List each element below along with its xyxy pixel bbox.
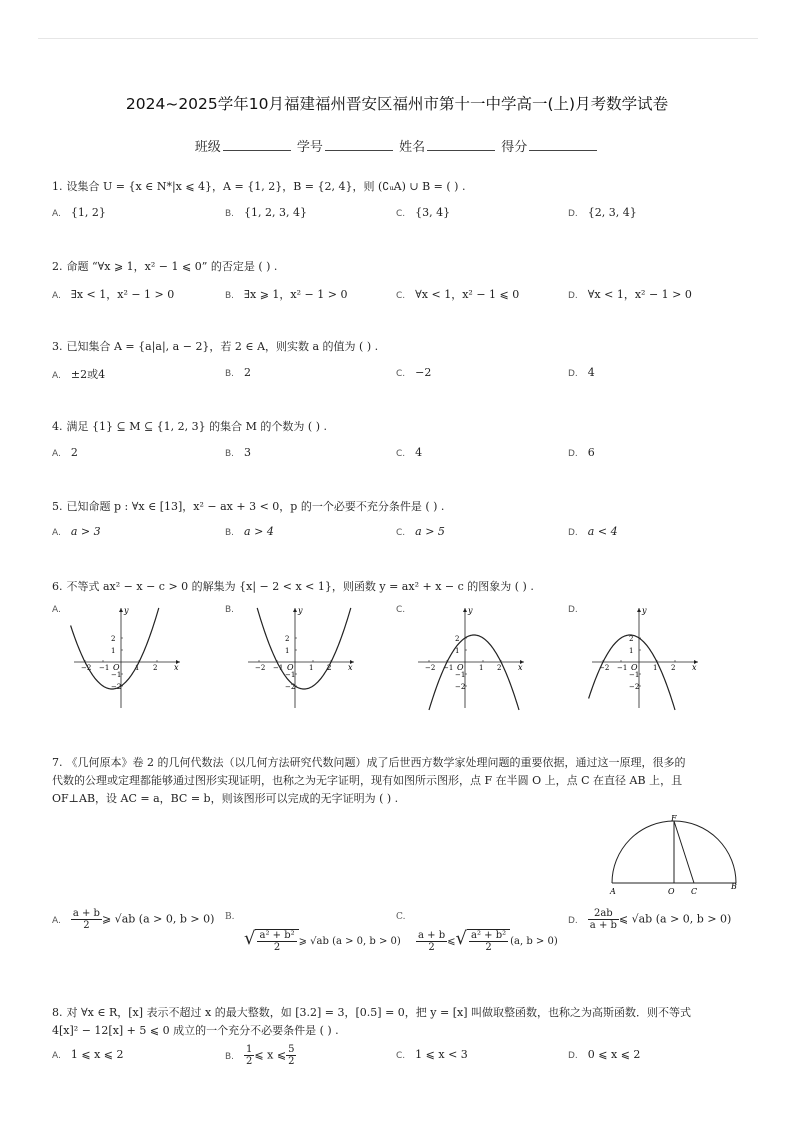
parabola-curve <box>429 635 519 710</box>
point-c-label: C <box>691 887 698 895</box>
y-arrow-icon <box>119 608 123 612</box>
y-tick-label: −1 <box>285 671 296 679</box>
fraction: $\frac{a + b}{2}$ <box>72 908 100 931</box>
question-2-stem: 2. 命题 “∀x ⩾ 1，x² − 1 ⩽ 0” 的否定是 ( ) . <box>52 260 278 273</box>
x-axis-label: x <box>174 663 179 672</box>
x-tick-label: −2 <box>255 664 266 672</box>
x-tick-label: 2 <box>327 664 332 672</box>
option-a[interactable]: A. ∃x < 1，x² − 1 > 0 <box>52 288 175 301</box>
option-c[interactable]: C. a > 5 <box>396 525 445 538</box>
x-tick-label: −1 <box>443 664 454 672</box>
y-tick-label: 2 <box>455 635 460 643</box>
option-d[interactable]: D. ∀x < 1，x² − 1 > 0 <box>568 288 692 301</box>
option-b[interactable]: √ $\frac{\text{a² + b²}}{2}$ ⩾ √ab (a > 0, b > 0) <box>244 928 401 953</box>
graph-d[interactable] <box>584 604 704 714</box>
x-tick-label: 1 <box>653 664 658 672</box>
x-axis-label: x <box>692 663 697 672</box>
question-6-stem: 6. 不等式 ax² − x − c > 0 的解集为 {x| − 2 < x < 1}，则函数 y = ax² + x − c 的图象为 ( ) . <box>52 580 534 593</box>
question-3-stem: 3. 已知集合 A = {a|a|, a − 2}，若 2 ∈ A，则实数 a 的值为 ( ) . <box>52 340 379 353</box>
info-name-blank[interactable] <box>427 138 495 151</box>
y-tick-label: 1 <box>111 647 116 655</box>
y-axis-label: y <box>124 606 129 615</box>
option-c[interactable]: C. <box>396 605 406 615</box>
graph-b[interactable] <box>240 604 360 714</box>
student-info-line <box>0 136 794 155</box>
x-tick-label: −2 <box>81 664 92 672</box>
y-tick-label: −1 <box>629 671 640 679</box>
y-axis-label: y <box>298 606 303 615</box>
x-tick-label: 1 <box>135 664 140 672</box>
option-c[interactable]: $\frac{a + b}{2}$ ⩽√ $\frac{\text{a² + b²}}{2}$ (a, b > 0) <box>418 928 558 953</box>
x-tick-label: −2 <box>425 664 436 672</box>
y-axis-label: y <box>468 606 473 615</box>
x-tick-label: 2 <box>497 664 502 672</box>
y-tick-label: −1 <box>455 671 466 679</box>
info-score-blank[interactable] <box>529 138 597 151</box>
x-tick-label: 2 <box>153 664 158 672</box>
question-2-options <box>52 286 752 306</box>
option-c[interactable]: C. 4 <box>396 446 423 459</box>
option-d[interactable]: D. $\frac{2ab}{a + b}$ ⩽ √ab (a > 0, b > 0) <box>568 908 732 931</box>
point-o-label: O <box>668 887 675 895</box>
y-tick-label: 1 <box>629 647 634 655</box>
option-b[interactable]: B. {1, 2, 3, 4} <box>225 206 308 219</box>
parabola-curve <box>257 608 351 689</box>
question-3-options <box>52 366 752 386</box>
x-tick-label: −1 <box>99 664 110 672</box>
y-arrow-icon <box>637 608 641 612</box>
question-5-stem: 5. 已知命题 p : ∀x ∈ [13]，x² − ax + 3 < 0，p 的一个必要不充分条件是 ( ) . <box>52 500 445 513</box>
info-name-label: 姓名 <box>399 140 426 155</box>
y-axis-label: y <box>642 606 647 615</box>
x-tick-label: −2 <box>599 664 610 672</box>
question-1-stem: 1. 设集合 U = {x ∈ N*|x ⩽ 4}，A = {1, 2}，B = {2, 4}，则 (∁ᵤA) ∪ B = ( ) . <box>52 180 466 193</box>
origin-label: O <box>631 663 638 672</box>
y-tick-label: −2 <box>629 683 640 691</box>
semicircle-figure <box>600 815 750 895</box>
graph-a[interactable] <box>66 604 186 714</box>
option-d[interactable]: D. {2, 3, 4} <box>568 206 637 219</box>
option-a[interactable]: A. <box>52 605 61 615</box>
origin-label: O <box>457 663 464 672</box>
top-divider <box>38 38 758 39</box>
option-d[interactable]: D. a < 4 <box>568 525 618 538</box>
page-title: 2024~2025学年10月福建福州晋安区福州市第十一中学高一(上)月考数学试卷 <box>125 95 669 113</box>
option-d[interactable]: D. 4 <box>568 366 595 379</box>
y-tick-label: −1 <box>111 671 122 679</box>
point-a-label: A <box>610 887 616 895</box>
option-c[interactable]: C. 1 ⩽ x < 3 <box>396 1048 468 1061</box>
option-d[interactable]: D. <box>568 605 578 615</box>
option-a[interactable]: A. 2 <box>52 446 78 459</box>
info-class-blank[interactable] <box>223 138 291 151</box>
option-c-label[interactable]: C. <box>396 912 406 922</box>
y-tick-label: 1 <box>285 647 290 655</box>
option-d[interactable]: D. 6 <box>568 446 595 459</box>
y-tick-label: −2 <box>285 683 296 691</box>
info-class-label: 班级 <box>194 140 221 155</box>
x-tick-label: 1 <box>309 664 314 672</box>
point-b-label: B <box>731 882 737 891</box>
point-f-label: F <box>671 815 677 823</box>
option-a[interactable]: A. ±2或4 <box>52 368 106 381</box>
question-4-options <box>52 446 752 466</box>
x-axis-label: x <box>518 663 523 672</box>
y-tick-label: 1 <box>455 647 460 655</box>
option-b[interactable]: B. ∃x ⩾ 1，x² − 1 > 0 <box>225 288 348 301</box>
question-4-stem: 4. 满足 {1} ⊆ M ⊆ {1, 2, 3} 的集合 M 的个数为 ( ) . <box>52 420 327 433</box>
option-a[interactable]: A. a > 3 <box>52 525 101 538</box>
info-score-label: 得分 <box>501 140 528 155</box>
question-7-stem: 7. 《几何原本》卷 2 的几何代数法（以几何方法研究代数问题）成了后世西方数学家处理问题的重要依据，通过这一原理，很多的 代数的公理或定理都能够通过图形实现证明，也称之为无字证明，现有如图所示图形，点 F 在半圆 O 上，点 C 在直径 AB 上，且 OF⊥AB，设 AC = a，BC = b，则该图形可以完成的无字证明为 ( ) . <box>52 756 686 805</box>
x-tick-label: 2 <box>671 664 676 672</box>
y-tick-label: 2 <box>629 635 634 643</box>
option-d[interactable]: D. 0 ⩽ x ⩽ 2 <box>568 1048 641 1061</box>
option-b[interactable]: B. $\frac{1}{2}$ ⩽ x ⩽ $\frac{5}{2}$ <box>225 1044 295 1067</box>
option-b-label[interactable]: B. <box>225 912 235 922</box>
option-b[interactable]: B. a > 4 <box>225 525 274 538</box>
option-b[interactable]: B. <box>225 605 235 615</box>
y-arrow-icon <box>293 608 297 612</box>
option-b[interactable]: B. 2 <box>225 366 252 379</box>
option-c[interactable]: C. −2 <box>396 366 432 379</box>
x-tick-label: −1 <box>273 664 284 672</box>
y-tick-label: −2 <box>111 683 122 691</box>
y-tick-label: 2 <box>285 635 290 643</box>
info-id-label: 学号 <box>296 140 323 155</box>
option-a[interactable]: A. 1 ⩽ x ⩽ 2 <box>52 1048 124 1061</box>
origin-label: O <box>287 663 294 672</box>
option-b[interactable]: B. 3 <box>225 446 252 459</box>
x-tick-label: −1 <box>617 664 628 672</box>
option-a[interactable]: A. $\frac{a + b}{2}$ ⩾ √ab (a > 0, b > 0) <box>52 908 215 931</box>
question-1-options <box>52 206 752 226</box>
option-a[interactable]: A. {1, 2} <box>52 206 106 219</box>
option-c[interactable]: C. {3, 4} <box>396 206 451 219</box>
segment-fc <box>674 821 694 883</box>
info-id-blank[interactable] <box>325 138 393 151</box>
y-tick-label: 2 <box>111 635 116 643</box>
x-tick-label: 1 <box>479 664 484 672</box>
option-c[interactable]: C. ∀x < 1，x² − 1 ⩽ 0 <box>396 288 520 301</box>
question-8-stem: 8. 对 ∀x ∈ R，[x] 表示不超过 x 的最大整数，如 [3.2] = 3，[0.5] = 0，把 y = [x] 叫做取整函数，也称之为高斯函数．则不等式 4[x]² − 12[x] + 5 ⩽ 0 成立的一个充分不必要条件是 ( ) . <box>52 1006 692 1037</box>
graph-c[interactable] <box>410 604 530 714</box>
question-5-options <box>52 525 752 545</box>
y-tick-label: −2 <box>455 683 466 691</box>
x-axis-label: x <box>348 663 353 672</box>
origin-label: O <box>113 663 120 672</box>
y-arrow-icon <box>463 608 467 612</box>
